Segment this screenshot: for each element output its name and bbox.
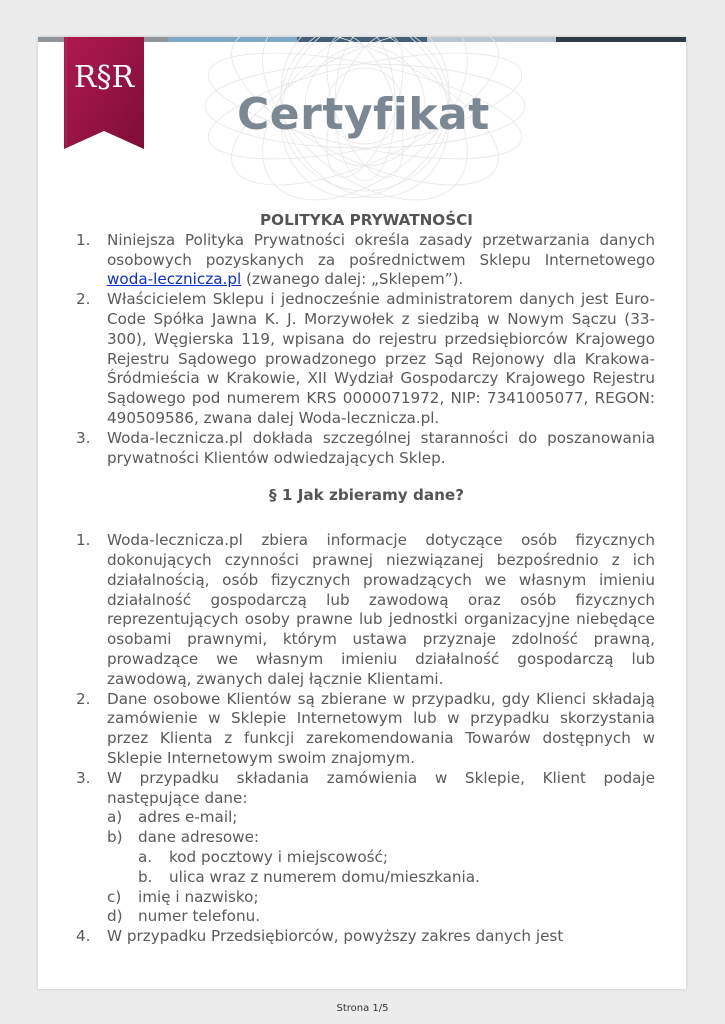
sublist-item [138, 868, 655, 888]
sublist-letter: a. [138, 847, 153, 866]
address-sublist [138, 848, 655, 888]
list-item-text: (zwanego dalej: „Sklepem”). [241, 270, 464, 289]
sublist-letter: a) [107, 808, 123, 827]
document-body [78, 211, 655, 947]
list-number: 4. [76, 927, 91, 946]
list-item-text: Niniejsza Polityka Prywatności określa zasady przetwarzania danych osobowych pozyskanych za pośrednictwem Sklepu Internetowego [107, 230, 655, 269]
list-item-text: Właścicielem Sklepu i jednocześnie administratorem danych jest Euro-Code Spółka Jawna K. J. Morzywołek z siedzibą w Nowym Sączu (33-300), Węgierska 119, wpisana do rejestru przedsiębiorców Krajowego Rejestru Sądowego prowadzonego przez Sąd Rejonowy dla Krakowa-Śródmieścia w Krakowie, XII Wydział Gospodarczy Krajowego Rejestru Sądowego pod numerem KRS 0000071972, NIP: 7341005077, REGON: 490509586, zwana dalej Woda-lecznicza.pl. [107, 290, 655, 427]
sublist-item-text: adres e-mail; [138, 808, 238, 827]
sublist-item [107, 828, 655, 887]
policy-heading: POLITYKA PRYWATNOŚCI [260, 211, 473, 229]
sublist-item-text: ulica wraz z numerem domu/mieszkania. [169, 867, 480, 886]
bar-segment [556, 37, 686, 42]
page-number-footer: Strona 1/5 [336, 1003, 389, 1014]
sublist-item [107, 888, 655, 908]
sublist-letter: b. [138, 867, 153, 886]
list-item-text: Dane osobowe Klientów są zbierane w przypadku, gdy Klienci składają zamówienie w Sklepie Internetowym lub w przypadku skorzystania przez Klienta z funkcji zarekomendowania Towarów dostępnych w Sklepie Internetowym swoim znajomym. [107, 689, 655, 767]
list-item [78, 429, 655, 469]
sublist-item-text: kod pocztowy i miejscowość; [169, 847, 389, 866]
sublist-item [107, 907, 655, 927]
collected-data-sublist [107, 808, 655, 927]
shop-link[interactable]: woda-lecznicza.pl [107, 270, 242, 289]
list-item [78, 690, 655, 769]
list-item [78, 769, 655, 927]
sublist-item-text: dane adresowe: [138, 828, 260, 847]
list-item [78, 290, 655, 429]
list-number: 2. [76, 689, 91, 708]
sublist-item [107, 808, 655, 828]
logo-text: R§R [73, 60, 135, 95]
section-1-heading: § 1 Jak zbieramy dane? [268, 486, 465, 505]
list-item [78, 531, 655, 689]
sublist-letter: b) [107, 828, 123, 847]
sublist-letter: c) [107, 887, 122, 906]
intro-list [78, 231, 655, 469]
document-page [38, 37, 686, 989]
list-item-text: W przypadku Przedsiębiorców, powyższy zakres danych jest [107, 927, 564, 946]
sublist-item-text: numer telefonu. [138, 907, 261, 926]
sublist-item-text: imię i nazwisko; [138, 887, 259, 906]
section-1-list [78, 531, 655, 947]
list-item [78, 231, 655, 290]
sublist-item [138, 848, 655, 868]
list-item-text: Woda-lecznicza.pl dokłada szczególnej staranności do poszanowania prywatności Klientów odwiedzających Sklep. [107, 428, 655, 467]
list-number: 1. [76, 230, 91, 249]
list-number: 2. [76, 290, 91, 309]
list-number: 1. [76, 531, 91, 550]
list-item [78, 927, 655, 947]
list-number: 3. [76, 428, 91, 447]
certificate-title: Certyfikat [237, 89, 490, 140]
list-number: 3. [76, 768, 91, 787]
list-item-text: Woda-lecznicza.pl zbiera informacje dotyczące osób fizycznych dokonujących czynności prawnej niezwiązanej bezpośrednio z ich działalnością, osób fizycznych prowadzących we własnym imieniu działalność gospodarczą lub zawodową oraz osób fizycznych reprezentujących osoby prawne lub jednostki organizacyjne niebędące osobami prawnymi, którym ustawa przyznaje zdolność prawną, prowadzące we własnym imieniu działalność gospodarczą lub zawodową, zwanych dalej łącznie Klientami. [107, 531, 655, 688]
company-logo-badge [64, 37, 144, 151]
list-item-text: W przypadku składania zamówienia w Sklepie, Klient podaje następujące dane: [107, 768, 655, 807]
sublist-letter: d) [107, 907, 123, 926]
